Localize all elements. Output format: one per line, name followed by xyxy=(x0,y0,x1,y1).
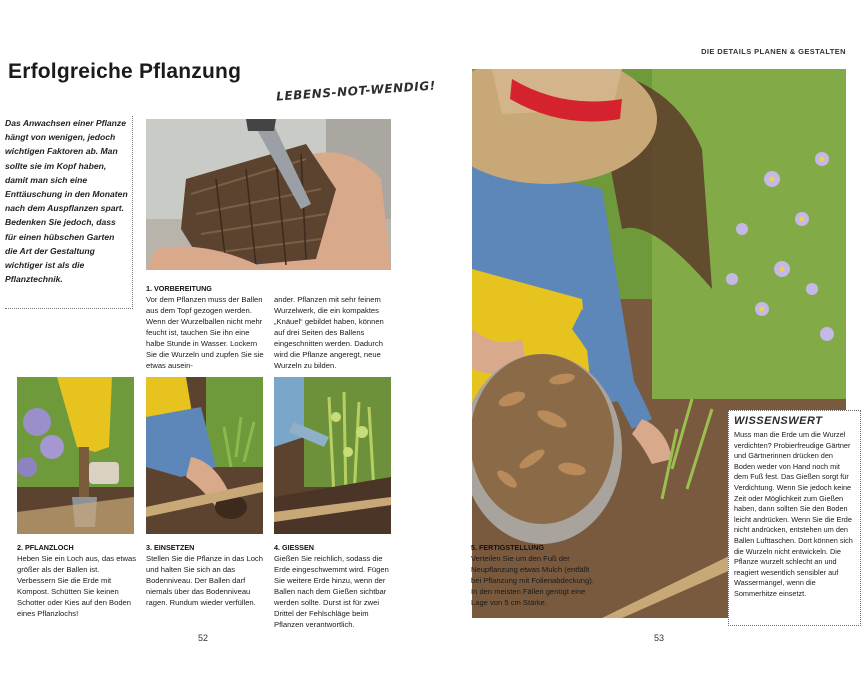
step-5-text: Verteilen Sie um den Fuß der Neupflanzung etwas Mulch (entfällt bei Pflanzung mit Folienabdeckung). In den meisten Fällen genügt eine Lage von 5 cm Stärke. xyxy=(471,554,594,607)
photo-watering xyxy=(274,377,391,534)
page-title: Erfolgreiche Pflanzung xyxy=(8,60,242,83)
step-3-title: 3. EINSETZEN xyxy=(146,543,195,552)
photo-inserting-plant xyxy=(146,377,263,534)
step-2-title: 2. PFLANZLOCH xyxy=(17,543,74,552)
photo-planting-hole xyxy=(17,377,134,534)
step-4 xyxy=(274,542,396,630)
page-number-left: 52 xyxy=(198,633,209,643)
step-4-title: 4. GIESSEN xyxy=(274,543,314,552)
step-1-continued xyxy=(274,294,396,371)
step-3 xyxy=(146,542,268,608)
step-1-text-a: Vor dem Pflanzen muss der Ballen aus dem Topf gezogen werden. Wenn der Wurzelballen nicht mehr feucht ist, tauchen Sie ihn eine halbe Stunde in Wasser. Lockern Sie die Wurzeln und zupfen Sie sie etwas ausein- xyxy=(146,295,264,370)
step-1-text-b: ander. Pflanzen mit sehr feinem Wurzelwerk, die ein kompaktes „Knäuel“ gebildet haben, können auf drei Seiten des Ballens eingeschnitten werden. Dadurch wird die Pflanze angeregt, neue Wurzeln zu bilden. xyxy=(274,295,384,370)
step-2-text: Heben Sie ein Loch aus, das etwas größer als der Ballen ist. Verbessern Sie die Erde mit Kompost. Schütten Sie keinen Schotter oder Kies auf den Boden eines Pflanzlochs! xyxy=(17,554,137,618)
step-2 xyxy=(17,542,137,619)
step-5-title: 5. FERTIGSTELLUNG xyxy=(471,543,545,552)
stamp-label: LEBENS-NOT-WENDIG! xyxy=(275,78,437,104)
intro-text: Das Anwachsen einer Pflanze hängt von wenigen, jedoch wichtigen Faktoren ab. Man sollte sie im Kopf haben, damit man sich eine Enttäuschung in den Monaten nach dem Auspflanzen spart. Bedenken Sie jedoch, dass für einen hübschen Garten die Art der Gestaltung wichtiger ist als die Pflanztechnik. xyxy=(5,116,133,309)
step-1-title: 1. VORBEREITUNG xyxy=(146,284,212,293)
step-4-text: Gießen Sie reichlich, sodass die Erde eingeschwemmt wird. Fügen Sie weitere Erde hinzu, wenn der Ballen nach dem Gießen sichtbar werden sollte. Durst ist für zwei Drittel der Fehlschläge beim Pflanzen verantwortlich. xyxy=(274,554,389,629)
photo-root-ball xyxy=(146,119,391,270)
page-number-right: 53 xyxy=(654,633,665,643)
step-3-text: Stellen Sie die Pflanze in das Loch und halten Sie sich an das Bodenniveau. Der Ballen darf niemals über das Bodenniveau ragen. Rundum wieder verfüllen. xyxy=(146,554,263,607)
running-head: DIE DETAILS PLANEN & GESTALTEN xyxy=(701,47,846,56)
step-5 xyxy=(471,542,595,608)
step-1 xyxy=(146,283,268,371)
info-box-heading: WISSENSWERT xyxy=(734,415,823,427)
info-box-text: Muss man die Erde um die Wurzel verdichten? Probierfreudige Gärtner und Gärtnerinnen drücken den Boden weder von Hand noch mit dem Fuß fest. Das Gießen sorgt für Verdichtung. Wenn Sie jedoch keine Zeit oder Möglichkeit zum Gießen haben, dann sollten Sie den Boden leicht andrücken. Wenn Sie die Erde nicht andrücken, entstehen um den Ballen Lufttaschen. Dort können sich die Wurzeln nicht entwickeln. Die Pflanze wurzelt schlecht an und reagiert wesentlich sensibler auf Wassermangel, wenn die Sommerhitze einsetzt. xyxy=(734,430,853,598)
info-box xyxy=(728,410,861,626)
